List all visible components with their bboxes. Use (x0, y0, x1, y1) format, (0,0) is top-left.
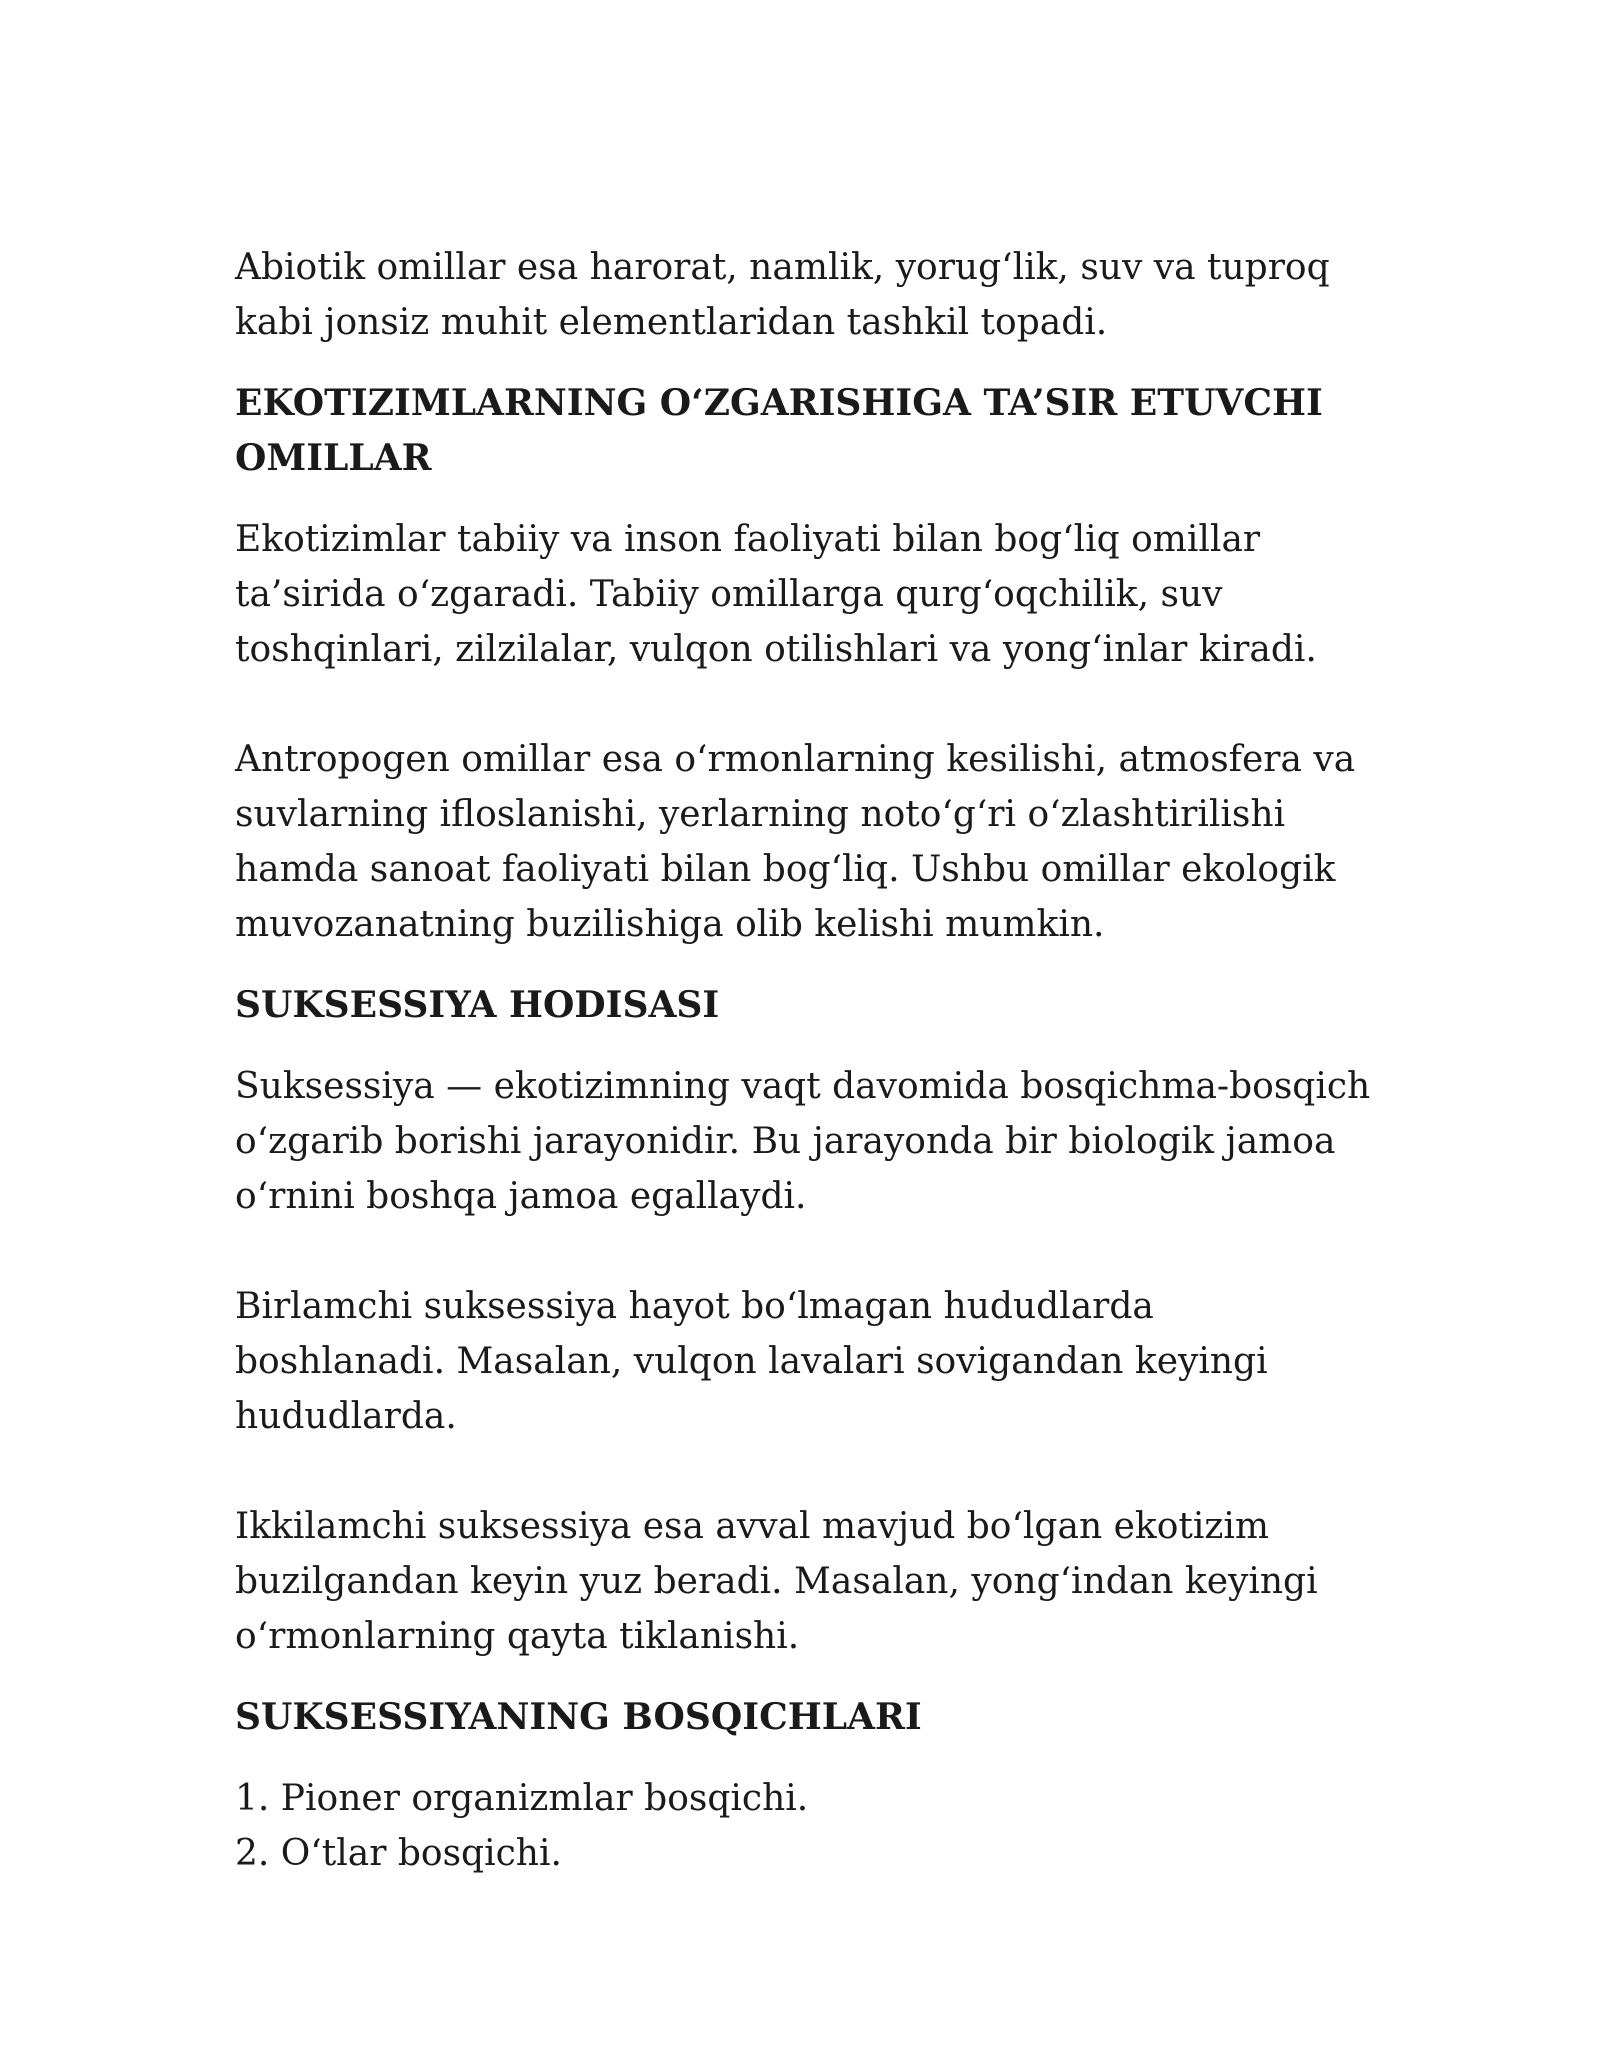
paragraph-primary-succession: Birlamchi suksessiya hayot bo‘lmagan hududlarda boshlanadi. Masalan, vulqon lavalari sovigandan keyingi hududlarda. (235, 1286, 1268, 1437)
list-item-stage-1: 1. Pioner organizmlar bosqichi. (235, 1778, 809, 1819)
document-page (235, 240, 1375, 1881)
paragraph-natural-factors: Ekotizimlar tabiiy va inson faoliyati bilan bog‘liq omillar ta’sirida o‘zgaradi. Tabiiy omillarga qurg‘oqchilik, suv toshqinlari, zilzilalar, vulqon otilishlari va yong‘inlar kiradi. (235, 519, 1317, 670)
heading-ecosystem-change-factors: EKOTIZIMLARNING O‘ZGARISHIGA TA’SIR ETUVCHI OMILLAR (235, 382, 1323, 479)
paragraph-anthropogenic-factors: Antropogen omillar esa o‘rmonlarning kesilishi, atmosfera va suvlarning ifloslanishi, yerlarning noto‘g‘ri o‘zlashtirilishi hamda sanoat faoliyati bilan bog‘liq. Ushbu omillar ekologik muvozanatning buzilishiga olib kelishi mumkin. (235, 739, 1356, 945)
list-item-stage-2: 2. O‘tlar bosqichi. (235, 1833, 562, 1874)
paragraph-succession-definition: Suksessiya — ekotizimning vaqt davomida bosqichma-bosqich o‘zgarib borishi jarayonidir. Bu jarayonda bir biologik jamoa o‘rnini boshqa jamoa egallaydi. (235, 1066, 1371, 1217)
heading-succession-stages: SUKSESSIYANING BOSQICHLARI (235, 1696, 922, 1738)
paragraph-secondary-succession: Ikkilamchi suksessiya esa avval mavjud bo‘lgan ekotizim buzilgandan keyin yuz beradi. Masalan, yong‘indan keyingi o‘rmonlarning qayta tiklanishi. (235, 1506, 1318, 1657)
paragraph-abiotic: Abiotik omillar esa harorat, namlik, yorug‘lik, suv va tuproq kabi jonsiz muhit elementlaridan tashkil topadi. (235, 247, 1330, 343)
heading-succession: SUKSESSIYA HODISASI (235, 984, 720, 1026)
